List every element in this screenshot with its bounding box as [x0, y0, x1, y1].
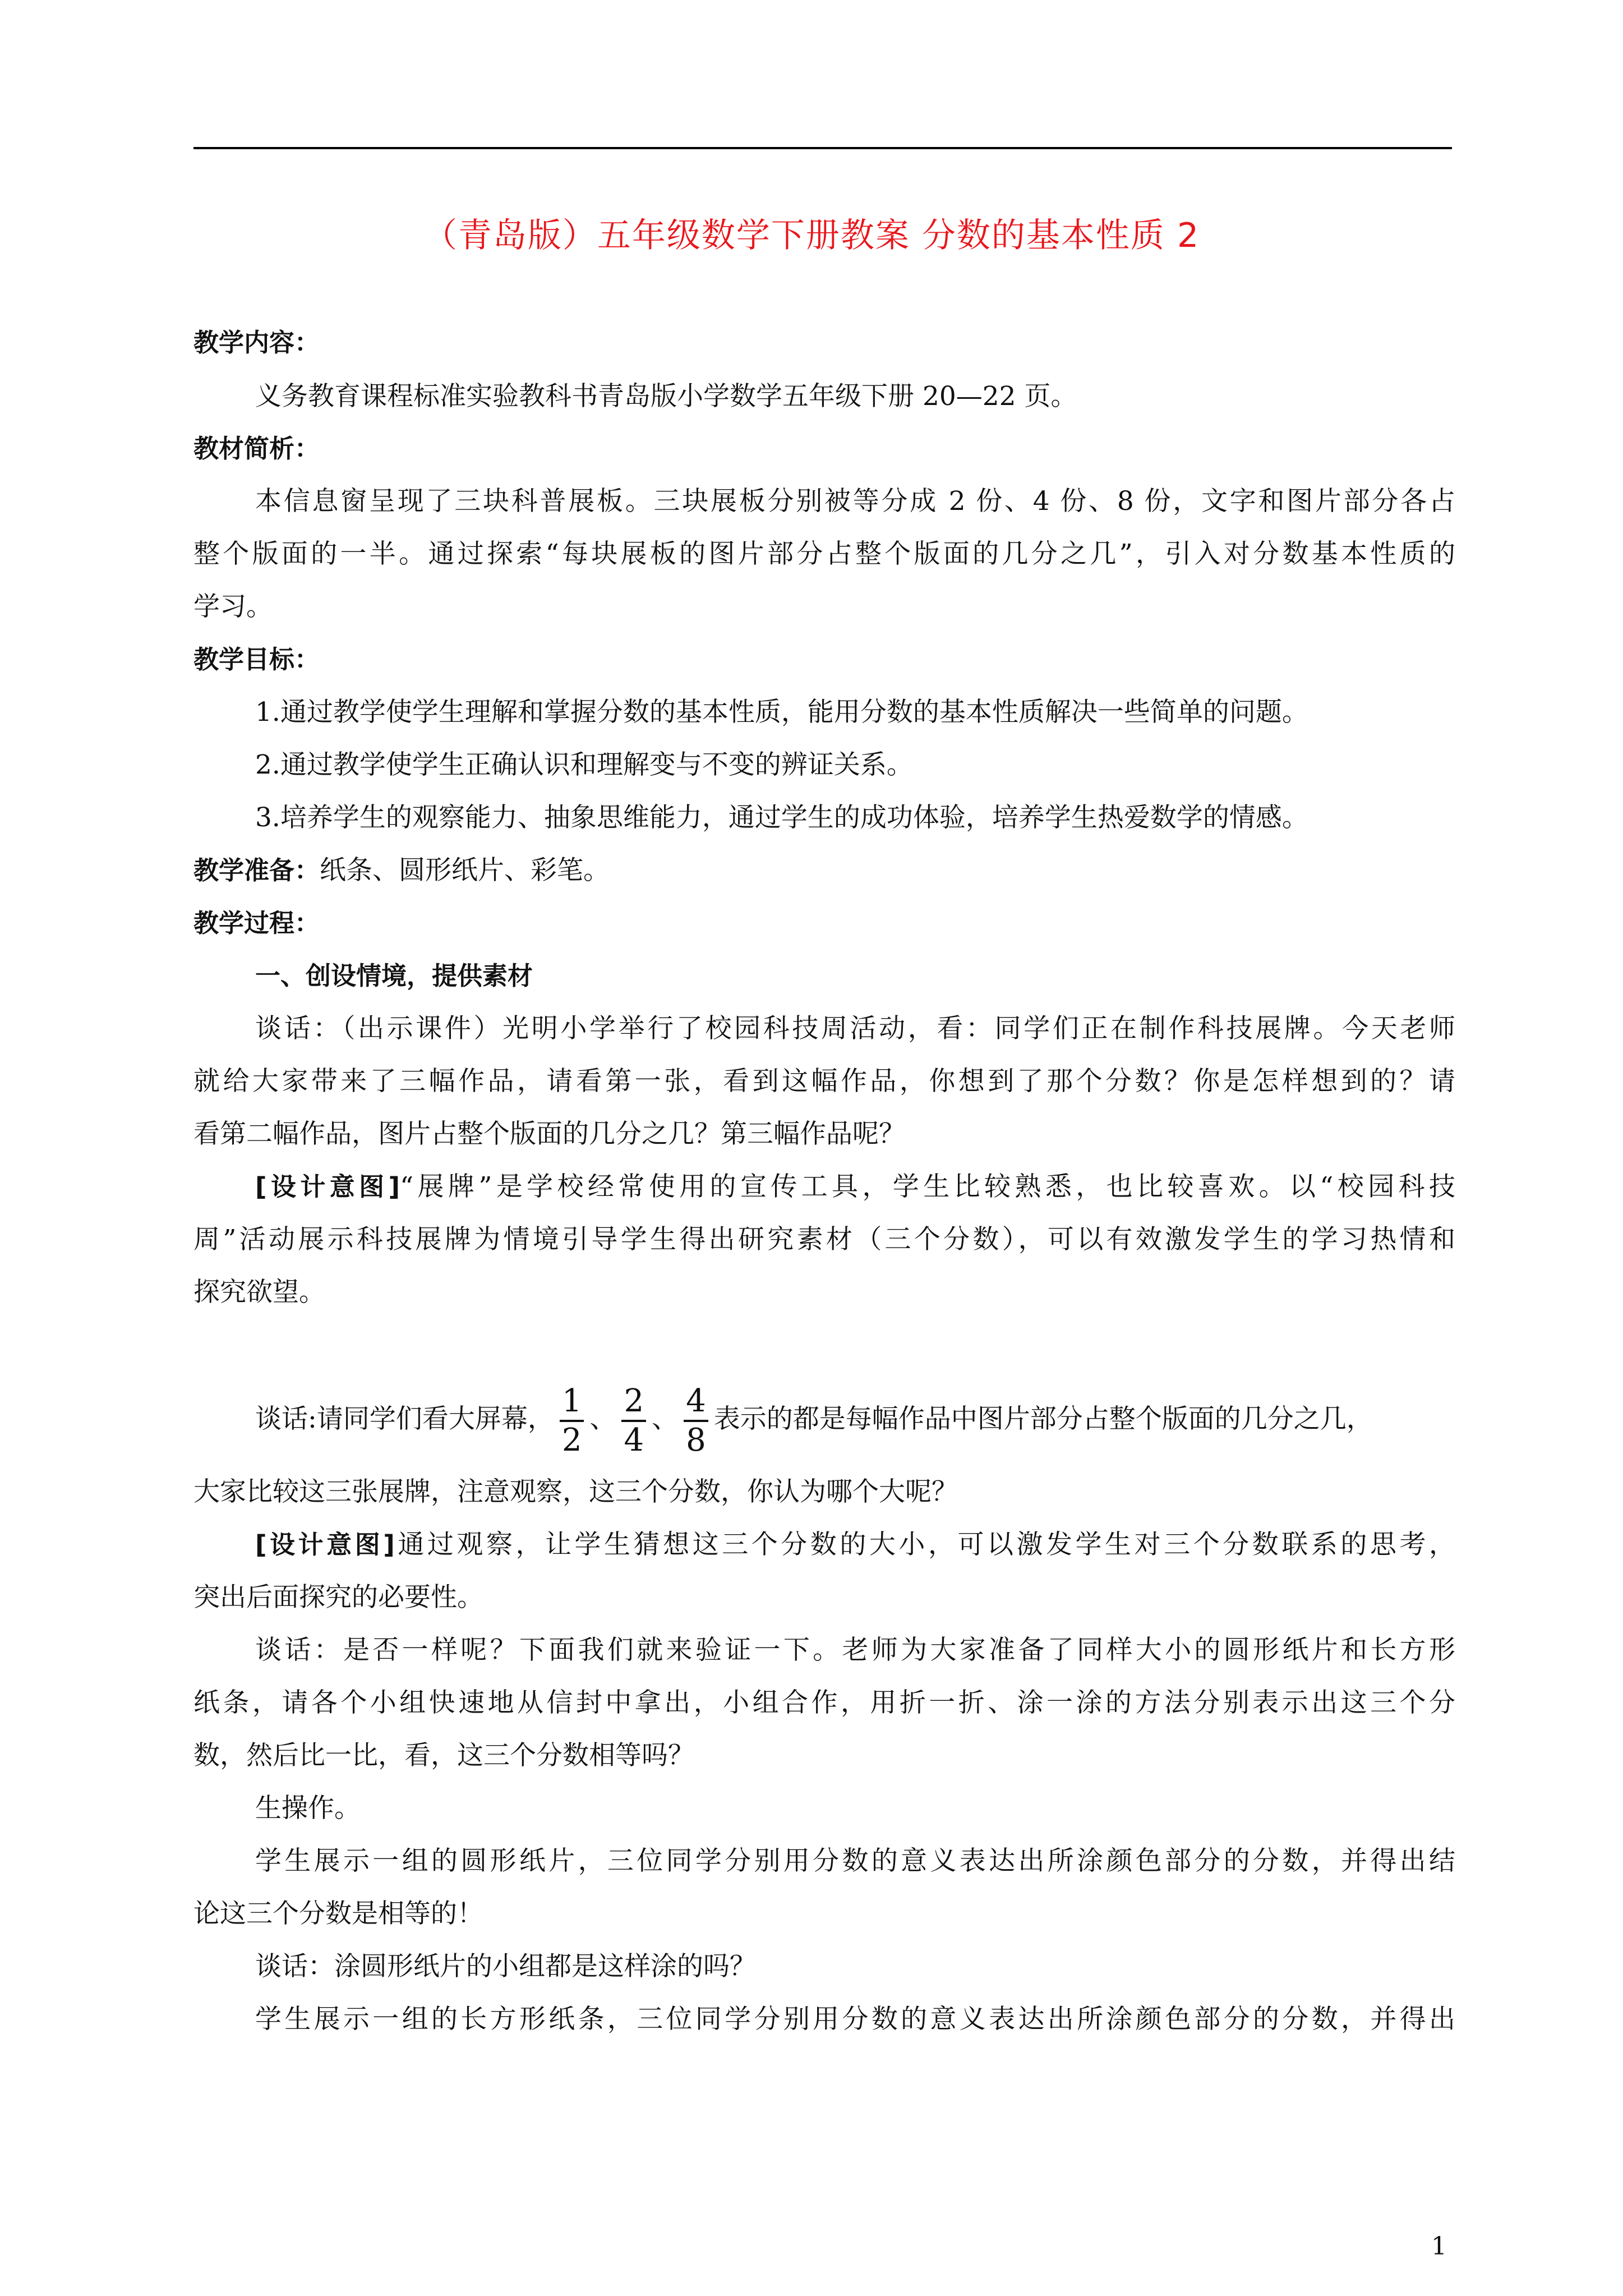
fraction-four-eighths — [684, 1383, 708, 1459]
teaching-preparation — [193, 852, 1455, 889]
paragraph-line: 纸条，请各个小组快速地从信封中拿出，小组合作，用折一折、涂一涂的方法分别表示出这三个分 — [193, 1687, 1455, 1718]
design-intent-label: [设计意图] — [255, 1530, 395, 1559]
paragraph-line: 义务教育课程标准实验教科书青岛版小学数学五年级下册 20—22 页。 — [255, 381, 1077, 412]
fractions-line-tail: 表示的都是每幅作品中图片部分占整个版面的几分之几， — [713, 1404, 1373, 1434]
heading-teaching-process: 教学过程： — [193, 908, 320, 938]
page-number: 1 — [1431, 2232, 1447, 2261]
paragraph-line: 本信息窗呈现了三块科普展板。三块展板分别被等分成 2 份、4 份、8 份，文字和图片部分各占 — [255, 486, 1455, 517]
preparation-label: 教学准备： — [193, 855, 320, 885]
paragraph-line: 探究欲望。 — [193, 1277, 325, 1308]
paragraph-line: 论这三个分数是相等的！ — [193, 1898, 483, 1929]
fraction-separator: 、 — [589, 1404, 616, 1434]
paragraph-line: 数，然后比一比，看，这三个分数相等吗？ — [193, 1740, 694, 1771]
section-heading-1: 一、创设情境，提供素材 — [255, 961, 533, 991]
design-intent-1 — [255, 1168, 1455, 1205]
fraction-numerator: 4 — [684, 1383, 708, 1422]
preparation-text: 纸条、圆形纸片、彩笔。 — [320, 855, 610, 886]
design-intent-2 — [255, 1526, 1455, 1563]
heading-material-analysis: 教材简析： — [193, 434, 320, 463]
paragraph-line: 就给大家带来了三幅作品，请看第一张，看到这幅作品，你想到了那个分数？你是怎样想到的？请 — [193, 1066, 1455, 1097]
fraction-denominator: 4 — [624, 1422, 644, 1458]
paragraph-line: 谈话：涂圆形纸片的小组都是这样涂的吗？ — [255, 1951, 756, 1982]
fractions-line-intro: 谈话:请同学们看大屏幕， — [255, 1404, 554, 1434]
fraction-denominator: 2 — [561, 1422, 582, 1458]
fraction-one-half — [560, 1383, 584, 1459]
fraction-numerator: 1 — [560, 1383, 584, 1422]
design-intent-text: “展牌”是学校经常使用的宣传工具，学生比较熟悉，也比较喜欢。以“校园科技 — [400, 1171, 1455, 1202]
document-title: （青岛版）五年级数学下册教案 分数的基本性质 2 — [423, 216, 1200, 255]
paragraph-line: 生操作。 — [255, 1793, 361, 1824]
heading-teaching-content: 教学内容： — [193, 328, 320, 357]
paragraph-line: 看第二幅作品，图片占整个版面的几分之几？第三幅作品呢？ — [193, 1119, 905, 1149]
fraction-numerator: 2 — [621, 1383, 646, 1422]
heading-teaching-goals: 教学目标： — [193, 645, 320, 674]
goal-item-1: 1.通过教学使学生理解和掌握分数的基本性质，能用分数的基本性质解决一些简单的问题。 — [255, 697, 1308, 728]
design-intent-text: 通过观察，让学生猜想这三个分数的大小，可以激发学生对三个分数联系的思考， — [394, 1529, 1456, 1560]
paragraph-line: 学生展示一组的长方形纸条，三位同学分别用分数的意义表达出所涂颜色部分的分数，并得出 — [255, 2004, 1455, 2035]
fraction-denominator: 8 — [686, 1422, 706, 1458]
paragraph-line: 学生展示一组的圆形纸片，三位同学分别用分数的意义表达出所涂颜色部分的分数，并得出结 — [255, 1846, 1455, 1876]
goal-item-3: 3.培养学生的观察能力、抽象思维能力，通过学生的成功体验，培养学生热爱数学的情感。 — [255, 802, 1308, 833]
fraction-two-fourths — [621, 1383, 646, 1459]
paragraph-line: 谈话：（出示课件）光明小学举行了校园科技周活动，看：同学们正在制作科技展牌。今天老师 — [255, 1013, 1455, 1044]
paragraph-line: 整个版面的一半。通过探索“每块展板的图片部分占整个版面的几分之几”，引入对分数基本性质的 — [193, 539, 1455, 569]
fraction-separator: 、 — [652, 1404, 679, 1434]
goal-item-2: 2.通过教学使学生正确认识和理解变与不变的辨证关系。 — [255, 749, 913, 780]
paragraph-line: 谈话：是否一样呢？下面我们就来验证一下。老师为大家准备了同样大小的圆形纸片和长方形 — [255, 1635, 1455, 1665]
header-rule — [193, 147, 1452, 149]
paragraph-line: 突出后面探究的必要性。 — [193, 1582, 483, 1613]
paragraph-line: 周”活动展示科技展牌为情境引导学生得出研究素材（三个分数），可以有效激发学生的学习热情和 — [193, 1224, 1455, 1255]
paragraph-line: 大家比较这三张展牌，注意观察，这三个分数，你认为哪个大呢？ — [193, 1476, 958, 1507]
paragraph-line: 学习。 — [193, 591, 273, 622]
design-intent-label: [设计意图] — [255, 1172, 400, 1202]
fractions-line — [255, 1372, 1455, 1467]
